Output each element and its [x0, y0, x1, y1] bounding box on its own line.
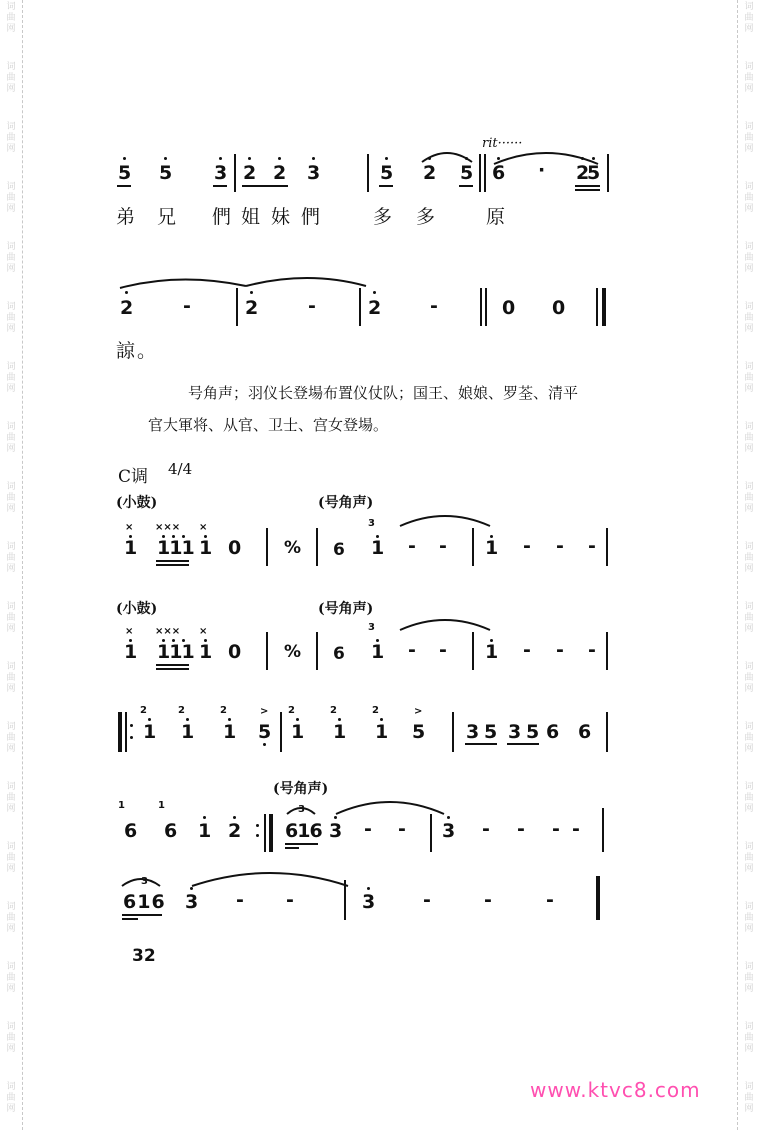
watermark-glyph-group: 词 曲 网	[744, 662, 754, 694]
note: 5	[412, 721, 426, 743]
dash: -	[588, 639, 596, 661]
lyric: 們	[301, 206, 323, 228]
note: 5	[587, 162, 601, 184]
dash: -	[236, 889, 244, 911]
dash: -	[556, 535, 564, 557]
dash: -	[308, 295, 316, 317]
watermark-glyph-group: 词 曲 网	[6, 902, 16, 934]
watermark-glyph-group: 词 曲 网	[6, 242, 16, 274]
x-mark: ×××	[155, 522, 181, 533]
lyrics-row-1	[0, 202, 760, 262]
note: 2	[228, 820, 242, 842]
watermark-glyph-group: 词 曲 网	[744, 182, 754, 214]
note-group: 111	[157, 641, 194, 663]
lyric: 妹	[271, 206, 293, 228]
label-horn: (号角声)	[318, 601, 374, 617]
dash: -	[430, 295, 438, 317]
rest: 0	[228, 641, 242, 663]
label-horn: (号角声)	[273, 781, 329, 797]
note: 1	[485, 537, 499, 559]
note: 6	[578, 721, 592, 743]
dot: ·	[538, 159, 546, 181]
note: 3	[362, 891, 376, 913]
grace-note: 3	[368, 622, 375, 633]
grace-note: 2	[178, 705, 185, 716]
note-group: 111	[157, 537, 194, 559]
watermark-glyph-group: 词 曲 网	[744, 242, 754, 274]
watermark-glyph-group: 词 曲 网	[744, 1082, 754, 1114]
time-signature: 4/4	[168, 460, 193, 478]
note: 1	[371, 641, 385, 663]
watermark-glyph-group: 词 曲 网	[6, 182, 16, 214]
lyric: 多	[373, 206, 395, 228]
rest: 0	[228, 537, 242, 559]
watermark-glyph-group: 词 曲 网	[744, 62, 754, 94]
grace-note: 3	[368, 518, 375, 529]
watermark-glyph-group: 词 曲 网	[6, 482, 16, 514]
lyric: 們	[212, 206, 234, 228]
watermark-glyph-group: 词 曲 网	[6, 422, 16, 454]
watermark-glyph-group: 词 曲 网	[744, 842, 754, 874]
watermark-glyph-group: 词 曲 网	[6, 722, 16, 754]
note: 1	[485, 641, 499, 663]
dash: -	[183, 295, 191, 317]
score-row-2	[0, 272, 760, 332]
note: 5	[526, 721, 540, 743]
dash: -	[364, 818, 372, 840]
lyric: 諒。	[116, 340, 159, 362]
watermark-glyph-group: 词 曲 网	[744, 722, 754, 754]
watermark-glyph-group: 词 曲 网	[744, 362, 754, 394]
note: 1	[181, 721, 195, 743]
note: 1	[199, 537, 213, 559]
note-group: 616	[123, 891, 166, 913]
dash: -	[408, 535, 416, 557]
dash: -	[556, 639, 564, 661]
watermark-glyph-group: 词 曲 网	[6, 962, 16, 994]
stage-direction-line-2: 官大軍将、从官、卫士、宫女登場。	[148, 416, 389, 434]
note: 5	[159, 162, 173, 184]
note: 6	[546, 721, 560, 743]
watermark-glyph-group: 词 曲 网	[744, 782, 754, 814]
watermark-glyph-group: 词 曲 网	[744, 1022, 754, 1054]
note: 1	[124, 641, 138, 663]
lyric: 原	[486, 206, 508, 228]
slur	[492, 148, 600, 166]
grace-note: 3	[298, 804, 305, 815]
watermark-glyph-group: 词 曲 网	[6, 122, 16, 154]
x-mark: ×	[199, 626, 208, 637]
score-row-7	[0, 868, 760, 928]
note: 5	[460, 162, 474, 184]
label-snare: (小鼓)	[116, 601, 158, 617]
stage-direction-line-1: 号角声；羽仪长登場布置仪仗队；国王、娘娘、罗荃、清平	[188, 384, 579, 402]
note: 3	[442, 820, 456, 842]
note: 6	[333, 644, 345, 664]
grace-note: 2	[140, 705, 147, 716]
watermark-glyph-group: 词 曲 网	[6, 1082, 16, 1114]
dash: -	[523, 639, 531, 661]
note: 1	[291, 721, 305, 743]
grace-note: 2	[372, 705, 379, 716]
note: 1	[198, 820, 212, 842]
note: 2	[576, 162, 590, 184]
dash: -	[423, 889, 431, 911]
note: 3	[329, 820, 343, 842]
note: 5	[484, 721, 498, 743]
note: 3	[508, 721, 522, 743]
repeat-bar-mark: %	[284, 642, 302, 662]
x-mark: ×	[125, 522, 134, 533]
note: 1	[375, 721, 389, 743]
watermark-glyph-group: 词 曲 网	[744, 962, 754, 994]
rest: 0	[502, 297, 516, 319]
dash: -	[572, 818, 580, 840]
rit-mark: rit······	[482, 136, 523, 151]
watermark-glyph-group: 词 曲 网	[744, 542, 754, 574]
watermark-glyph-group: 词 曲 网	[6, 2, 16, 34]
dash: -	[482, 818, 490, 840]
dash: -	[517, 818, 525, 840]
note: 2	[243, 162, 257, 184]
x-mark: ×	[125, 626, 134, 637]
note: 2	[245, 297, 259, 319]
grace-note: 2	[288, 705, 295, 716]
accent-mark: >	[414, 706, 423, 717]
watermark-glyph-group: 词 曲 网	[6, 362, 16, 394]
rest: 0	[552, 297, 566, 319]
watermark-glyph-group: 词 曲 网	[744, 482, 754, 514]
watermark-glyph-group: 词 曲 网	[744, 602, 754, 634]
slur	[420, 148, 474, 164]
slur	[190, 868, 350, 888]
slur	[118, 272, 368, 292]
note: 2	[120, 297, 134, 319]
note: 5	[118, 162, 132, 184]
dash: -	[552, 818, 560, 840]
dash: -	[484, 889, 492, 911]
watermark-glyph-group: 词 曲 网	[6, 1022, 16, 1054]
dash: -	[439, 535, 447, 557]
x-mark: ×	[199, 522, 208, 533]
note: 2	[273, 162, 287, 184]
note: 3	[466, 721, 480, 743]
dash: -	[439, 639, 447, 661]
key-signature: C调	[118, 467, 149, 487]
watermark-glyph-group: 词 曲 网	[744, 422, 754, 454]
note: 3	[185, 891, 199, 913]
watermark-glyph-group: 词 曲 网	[6, 842, 16, 874]
note: 3	[214, 162, 228, 184]
watermark-glyph-group: 词 曲 网	[6, 602, 16, 634]
grace-note: 1	[118, 800, 125, 811]
watermark-glyph-group: 词 曲 网	[6, 62, 16, 94]
note-group: 616	[285, 820, 322, 842]
slur	[398, 614, 492, 632]
lyric: 姐	[241, 206, 263, 228]
watermark-glyph-group: 词 曲 网	[744, 122, 754, 154]
note: 1	[199, 641, 213, 663]
page-number: 32	[132, 946, 156, 966]
note: 2	[423, 162, 437, 184]
watermark-glyph-group: 词 曲 网	[744, 902, 754, 934]
note: 6	[124, 820, 138, 842]
dash: -	[408, 639, 416, 661]
dash: -	[588, 535, 596, 557]
slur	[334, 796, 446, 816]
watermark-glyph-group: 词 曲 网	[6, 542, 16, 574]
watermark-glyph-group: 词 曲 网	[6, 302, 16, 334]
accent-mark: >	[260, 706, 269, 717]
grace-note: 1	[158, 800, 165, 811]
lyric: 兄	[157, 206, 179, 228]
label-horn: (号角声)	[318, 495, 374, 511]
note: 1	[124, 537, 138, 559]
dash: -	[286, 889, 294, 911]
dash: -	[398, 818, 406, 840]
slur	[398, 510, 492, 528]
dash: -	[523, 535, 531, 557]
label-snare: (小鼓)	[116, 495, 158, 511]
note: 1	[333, 721, 347, 743]
note: 3	[307, 162, 321, 184]
repeat-bar-mark: %	[284, 538, 302, 558]
note: 2	[368, 297, 382, 319]
note: 1	[143, 721, 157, 743]
note: 6	[164, 820, 178, 842]
note: 6	[492, 162, 506, 184]
lyric: 弟	[116, 206, 138, 228]
dash: -	[546, 889, 554, 911]
note: 5	[258, 721, 272, 743]
grace-note: 2	[220, 705, 227, 716]
note: 1	[223, 721, 237, 743]
x-mark: ×××	[155, 626, 181, 637]
note: 6	[333, 540, 345, 560]
note: 1	[371, 537, 385, 559]
watermark-glyph-group: 词 曲 网	[744, 302, 754, 334]
grace-note: 2	[330, 705, 337, 716]
watermark-glyph-group: 词 曲 网	[6, 662, 16, 694]
note: 5	[380, 162, 394, 184]
score-block-2	[0, 596, 760, 664]
lyric: 多	[416, 206, 438, 228]
score-row-6	[0, 778, 760, 842]
watermark-glyph-group: 词 曲 网	[6, 782, 16, 814]
site-watermark: www.ktvc8.com	[530, 1078, 701, 1102]
score-row-5	[0, 700, 760, 760]
watermark-glyph-group: 词 曲 网	[744, 2, 754, 34]
grace-note: 3	[141, 876, 148, 887]
